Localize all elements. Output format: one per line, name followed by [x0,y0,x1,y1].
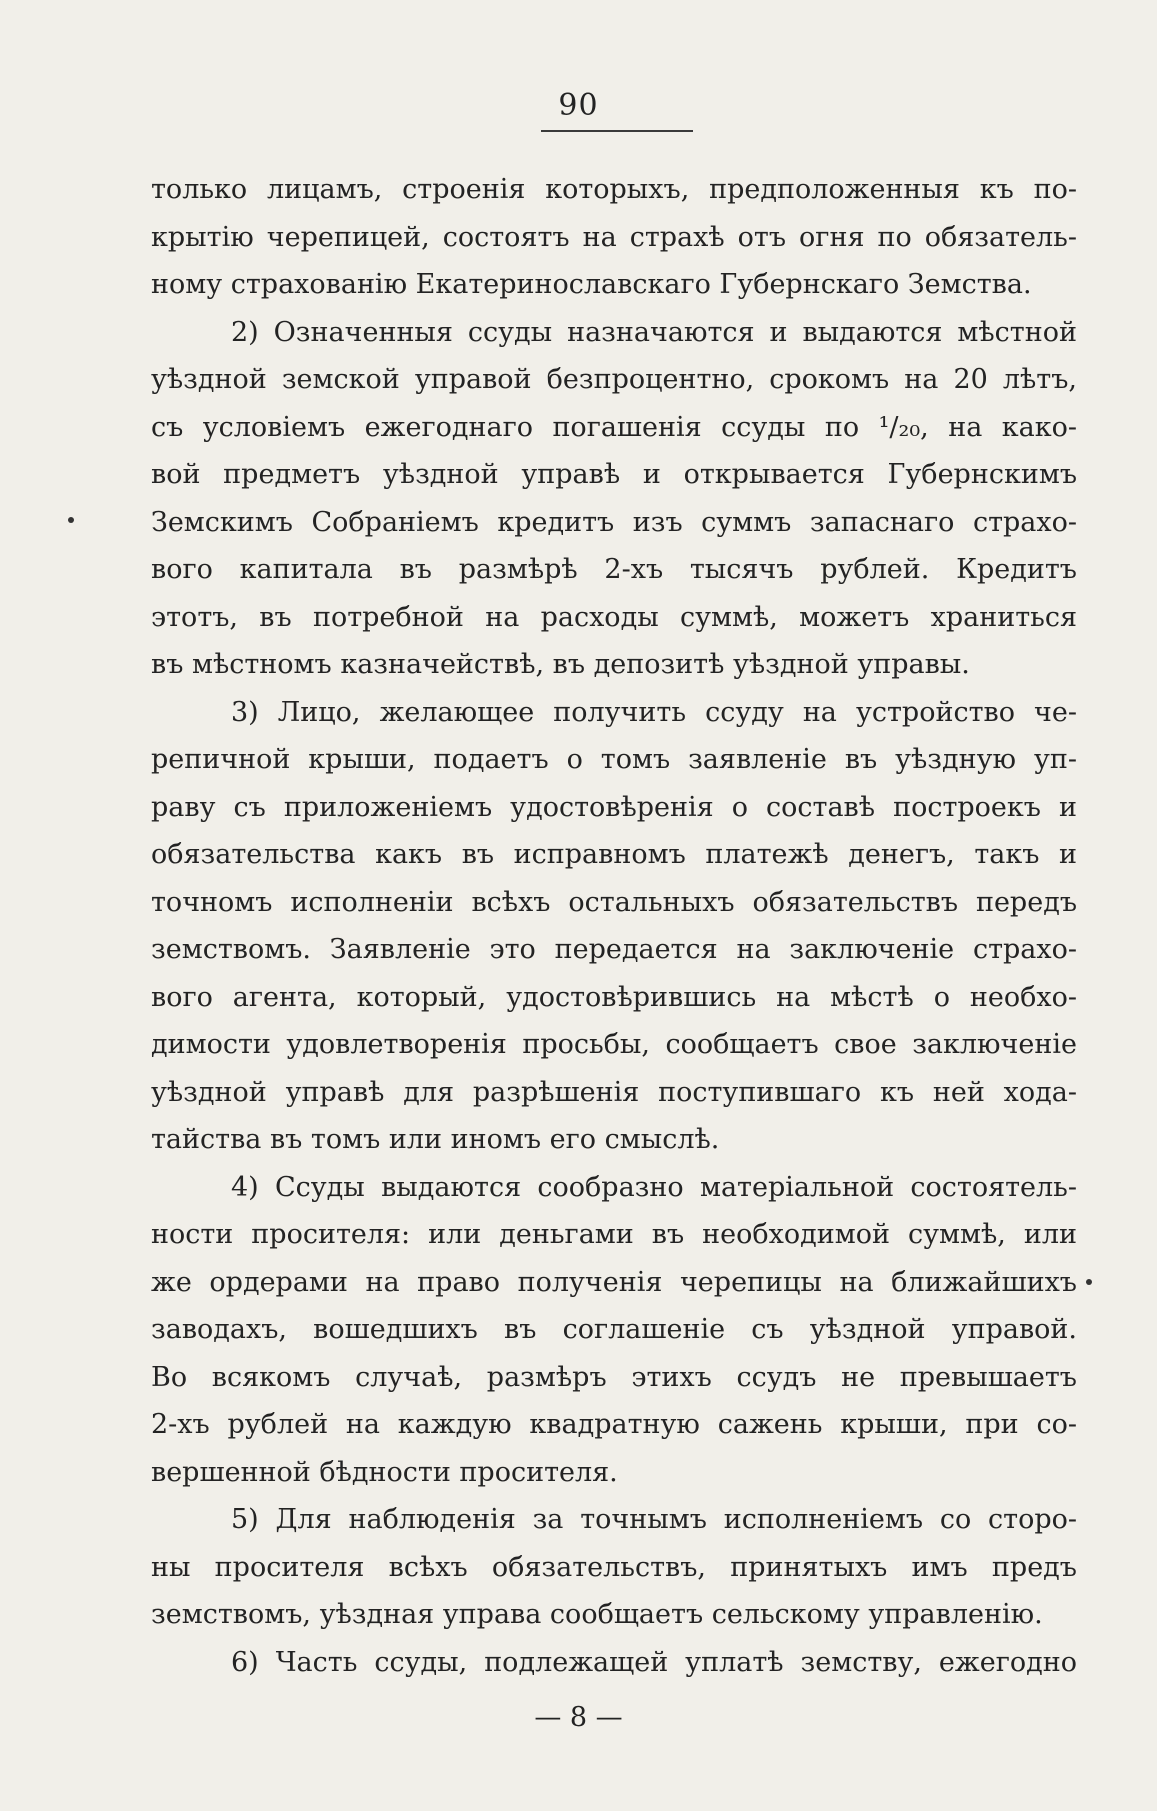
text-line: Во всякомъ случаѣ, размѣръ этихъ ссудъ не превышаетъ [151,1361,1077,1393]
text-line: только лицамъ, строенія которыхъ, предположенныя къ по- [151,174,1077,205]
text-line: въ мѣстномъ казначействѣ, въ депозитѣ уѣздной управы. [151,649,970,680]
paragraph-start-line: 5) Для наблюденія за точнымъ исполненіемъ со сторо- [231,1504,1077,1535]
text-line: же ордерами на право полученія черепицы на ближайшихъ [151,1266,1077,1298]
paragraph-start-line: 2) Означенныя ссуды назначаются и выдаются мѣстной [231,316,1077,348]
text-line: крытію черепицей, состоятъ на страхѣ отъ огня по обязатель- [151,221,1077,253]
text-line: уѣздной управѣ для разрѣшенія поступившаго къ ней хода- [151,1076,1077,1108]
text-line: репичной крыши, подаетъ о томъ заявленіе въ уѣздную уп- [151,744,1077,775]
page-number: 90 [558,88,599,123]
text-line: ности просителя: или деньгами въ необходимой суммѣ, или [151,1219,1077,1250]
text-line: ному страхованію Екатеринославскаго Губернскаго Земства. [151,269,1032,300]
paragraph-start-line: 4) Ссуды выдаются сообразно матеріальной состоятель- [231,1171,1077,1203]
paragraph-start-line: 3) Лицо, желающее получить ссуду на устройство че- [231,696,1077,728]
text-line: земствомъ, уѣздная управа сообщаетъ сельскому управленію. [151,1599,1043,1630]
text-line: съ условіемъ ежегоднаго погашенія ссуды по ¹/₂₀, на како- [151,411,1077,443]
text-line: раву съ приложеніемъ удостовѣренія о составѣ построекъ и [151,791,1077,823]
text-line: заводахъ, вошедшихъ въ соглашеніе съ уѣздной управой. [151,1314,1077,1345]
text-line: ны просителя всѣхъ обязательствъ, принятыхъ имъ предъ [151,1551,1077,1583]
text-line: вого агента, который, удостовѣрившись на мѣстѣ о необхо- [151,981,1077,1013]
text-line: вого капитала въ размѣрѣ 2-хъ тысячъ рублей. Кредитъ [151,554,1077,585]
text-line: обязательства какъ въ исправномъ платежѣ денегъ, такъ и [151,839,1077,870]
text-line: земствомъ. Заявленіе это передается на заключеніе страхо- [151,934,1077,965]
text-line: 2-хъ рублей на каждую квадратную сажень крыши, при со- [151,1409,1077,1440]
text-line: вершенной бѣдности просителя. [151,1456,618,1488]
text-line: этотъ, въ потребной на расходы суммѣ, можетъ храниться [151,601,1077,633]
text-line: димости удовлетворенія просьбы, сообщаетъ свое заключеніе [151,1029,1077,1060]
text-line: тайства въ томъ или иномъ его смыслѣ. [151,1124,720,1155]
margin-mark [68,517,74,523]
text-line: точномъ исполненіи всѣхъ остальныхъ обязательствъ передъ [151,886,1077,918]
margin-mark [1086,1279,1092,1285]
signature-mark: — 8 — [534,1702,623,1733]
body-text [151,166,1077,1686]
text-line: Земскимъ Собраніемъ кредитъ изъ суммъ запаснаго страхо- [151,506,1077,538]
text-line: уѣздной земской управой безпроцентно, срокомъ на 20 лѣтъ, [151,364,1077,395]
header-rule [541,130,693,132]
text-line: вой предметъ уѣздной управѣ и открывается Губернскимъ [151,459,1077,490]
paragraph-start-line: 6) Часть ссуды, подлежащей уплатѣ земству, ежегодно [231,1646,1077,1678]
